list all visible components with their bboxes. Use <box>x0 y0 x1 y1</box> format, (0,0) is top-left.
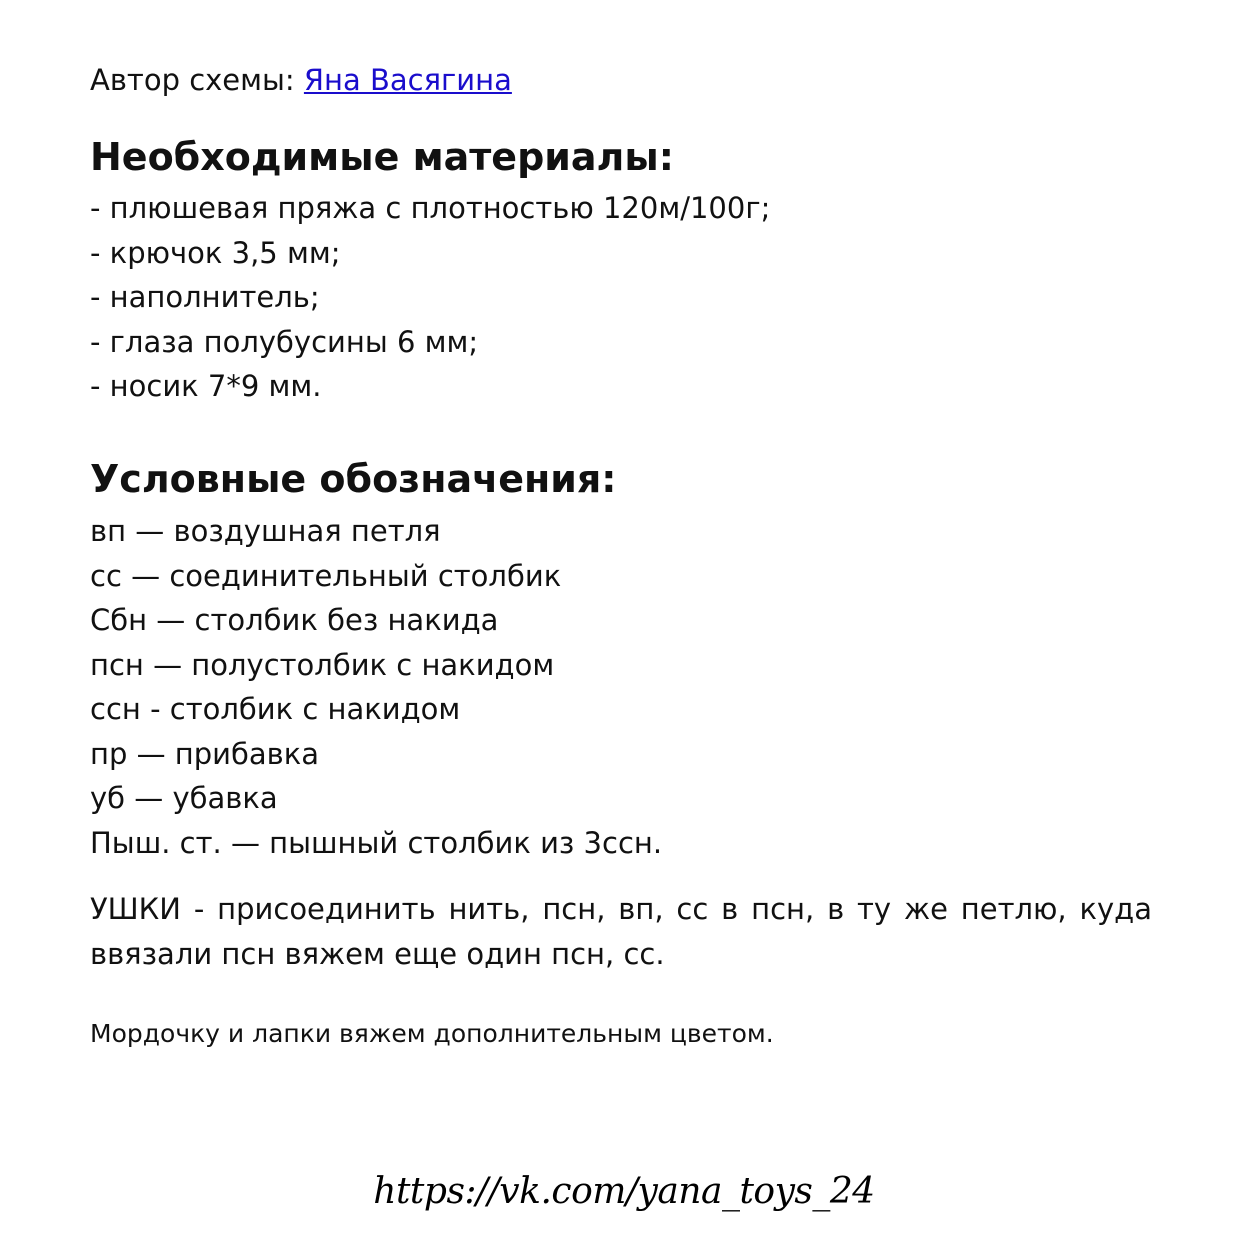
list-item: уб — убавка <box>90 781 278 815</box>
list-item: пр — прибавка <box>90 736 320 771</box>
list-item: ссн - столбик с накидом <box>90 692 461 726</box>
author-name-link[interactable]: Яна Васягина <box>303 63 512 97</box>
list-item: - носик 7*9 мм. <box>90 369 322 403</box>
materials-heading: Необходимые материалы: <box>90 135 674 179</box>
muzzle-note: Мордочку и лапки вяжем дополнительным цветом. <box>90 1019 774 1048</box>
list-item: Сбн — столбик без накида <box>90 603 499 637</box>
list-item: - крючок 3,5 мм; <box>90 235 341 270</box>
list-item: псн — полустолбик с накидом <box>90 647 555 682</box>
legend-heading: Условные обозначения: <box>90 457 617 501</box>
footer-url-watermark: https://vk.com/yana_toys_24 <box>373 1171 875 1212</box>
ears-instructions: УШКИ - присоединить нить, псн, вп, сс в псн, в ту же петлю, куда ввязали псн вяжем еще один псн, сс. <box>90 892 1152 971</box>
materials-list <box>90 186 770 409</box>
list-item: Пыш. ст. — пышный столбик из 3ссн. <box>90 825 663 860</box>
list-item: - плюшевая пряжа с плотностью 120м/100г; <box>90 191 771 225</box>
list-item: - глаза полубусины 6 мм; <box>90 324 479 359</box>
list-item: сс — соединительный столбик <box>90 558 562 593</box>
legend-list <box>90 509 662 865</box>
author-label: Автор схемы: <box>90 63 295 97</box>
list-item: - наполнитель; <box>90 280 320 314</box>
list-item: вп — воздушная петля <box>90 514 441 548</box>
author-line <box>90 60 512 100</box>
